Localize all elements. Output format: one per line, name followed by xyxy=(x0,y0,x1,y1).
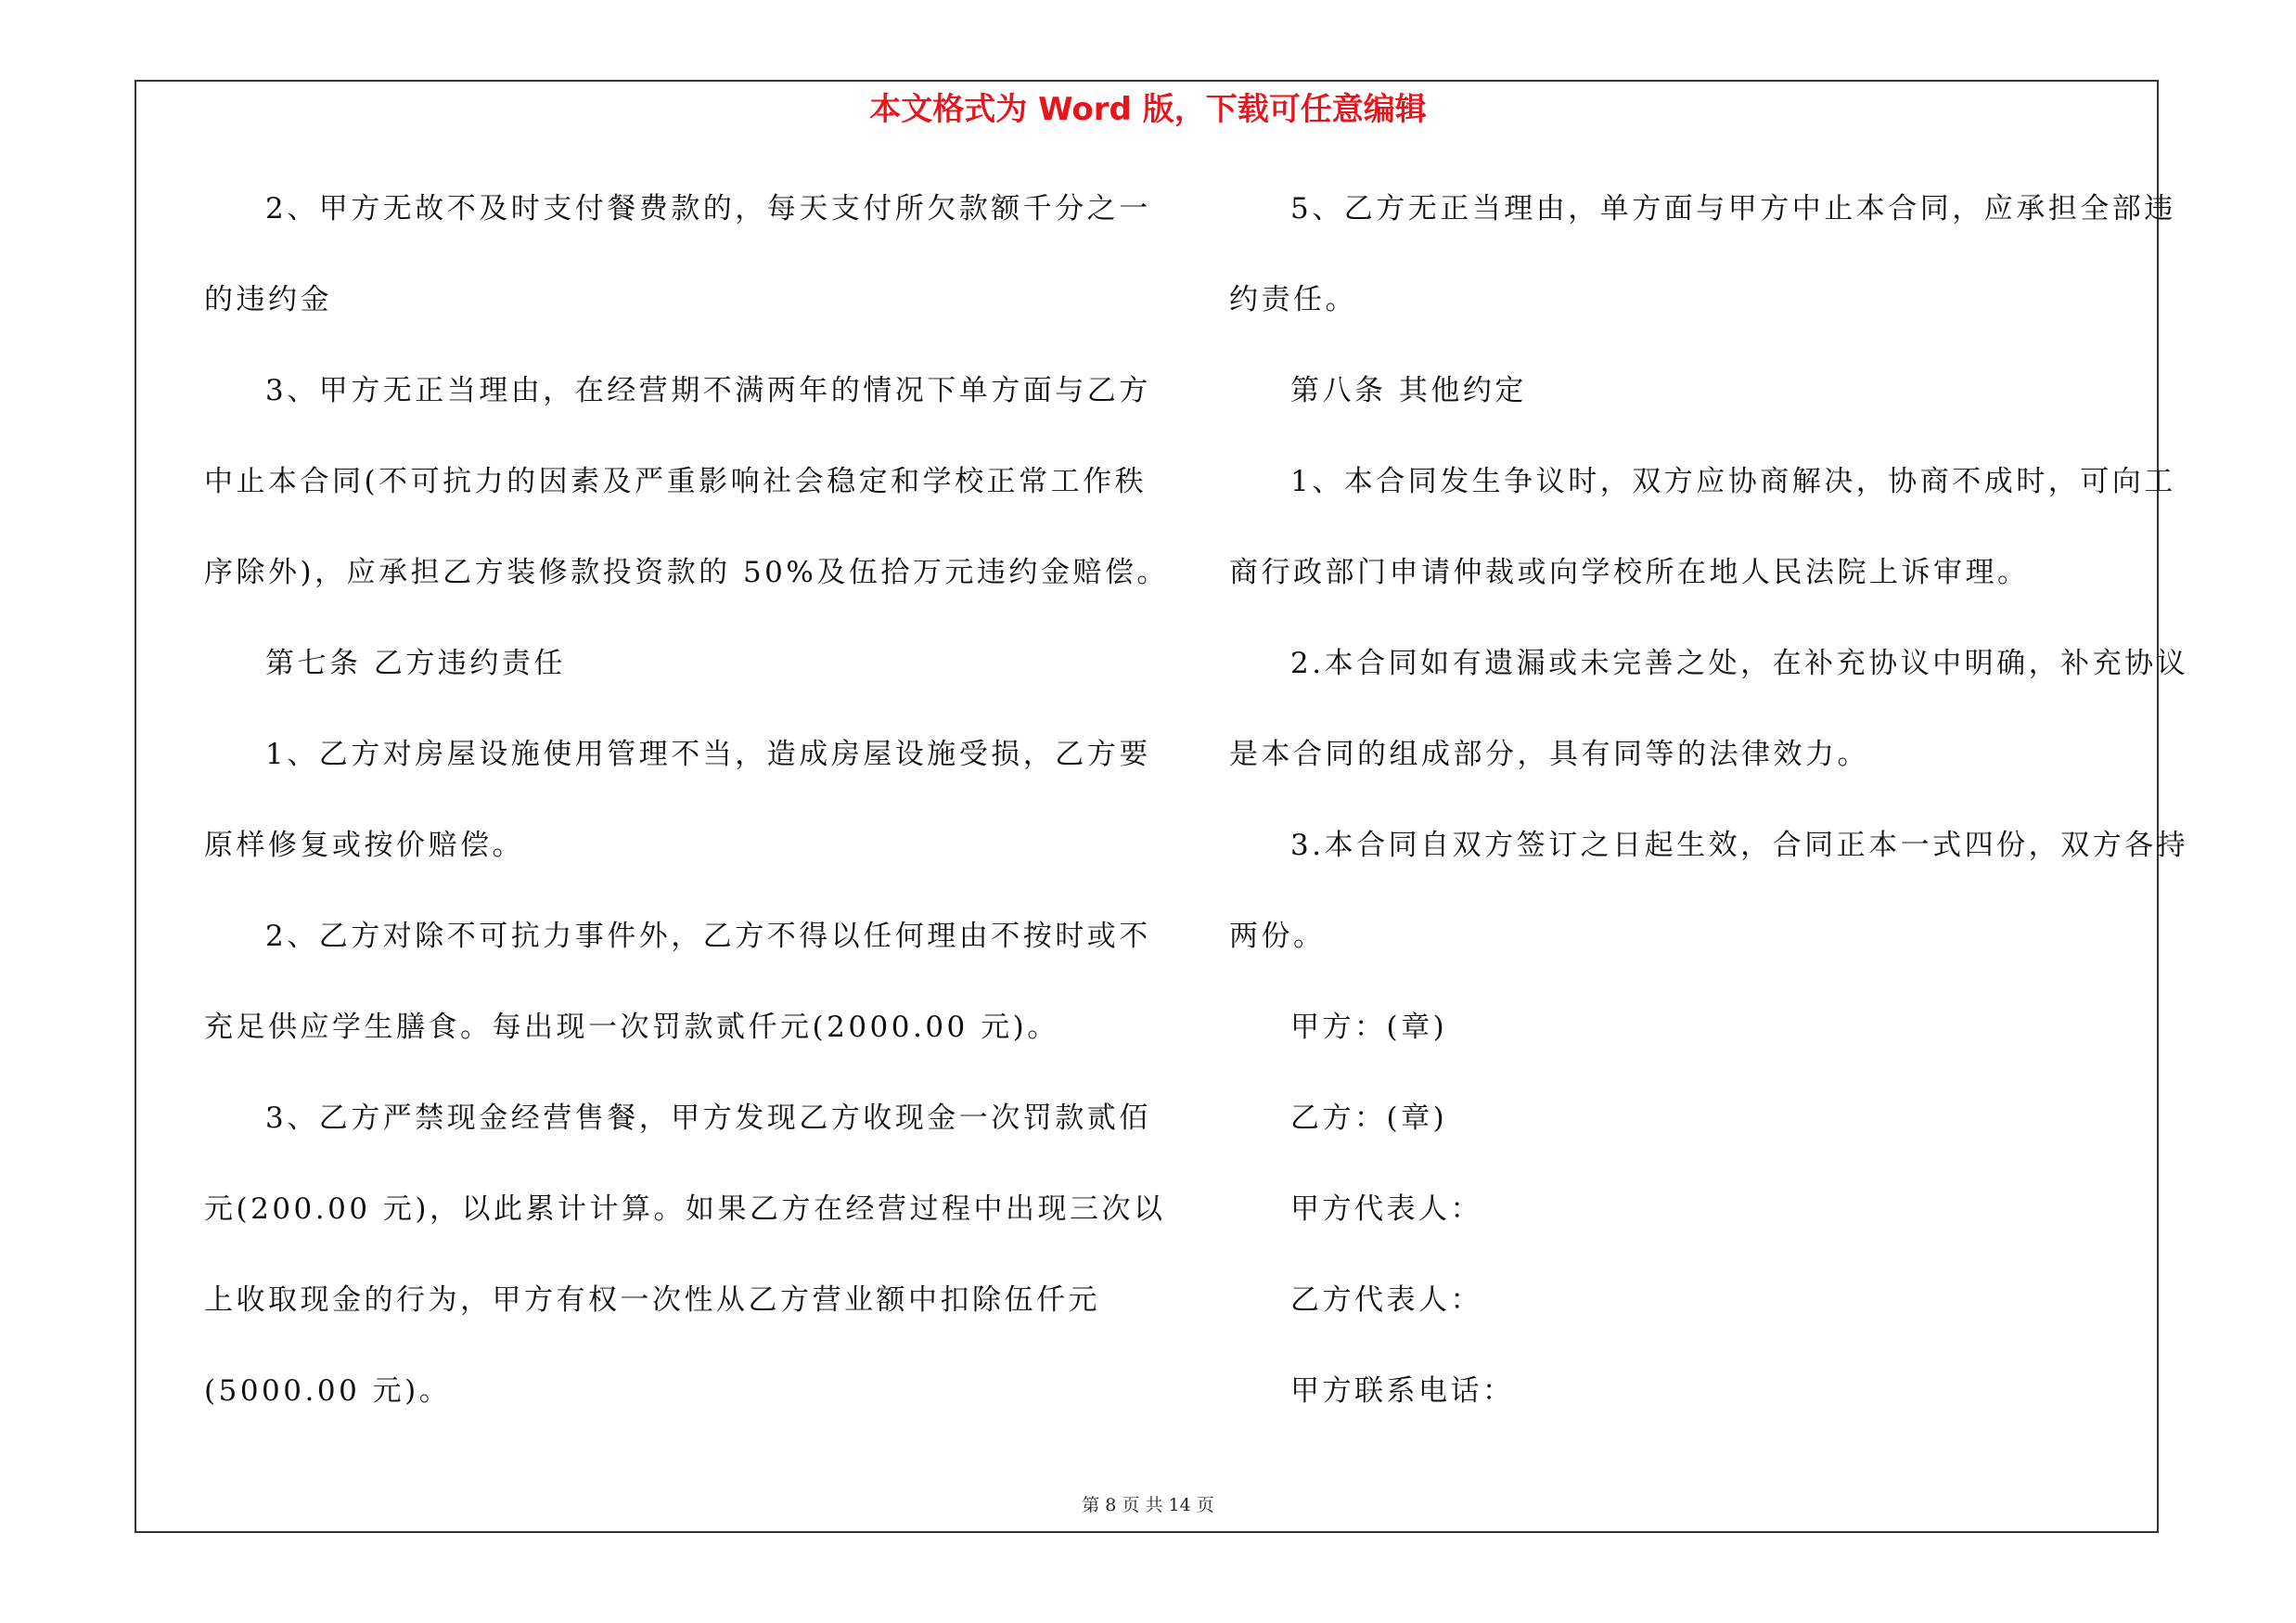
text-line: 序除外)，应承担乙方装修款投资款的 50%及伍拾万元违约金赔偿。 xyxy=(204,556,1169,589)
party-a-seal: 甲方：(章) xyxy=(1290,1011,1448,1044)
text-line: 3、乙方严禁现金经营售餐，甲方发现乙方收现金一次罚款贰佰 xyxy=(265,1101,1151,1135)
party-b-seal: 乙方：(章) xyxy=(1290,1101,1448,1135)
text-line: 中止本合同(不可抗力的因素及严重影响社会稳定和学校正常工作秩 xyxy=(204,465,1148,498)
text-line: 约责任。 xyxy=(1229,283,1357,316)
text-line: 3、甲方无正当理由，在经营期不满两年的情况下单方面与乙方 xyxy=(265,374,1151,407)
text-line: 商行政部门申请仲裁或向学校所在地人民法院上诉审理。 xyxy=(1229,556,2030,589)
text-line: 两份。 xyxy=(1229,920,1326,953)
party-b-representative: 乙方代表人： xyxy=(1290,1283,1482,1317)
page-number: 第 8 页 共 14 页 xyxy=(1082,1495,1214,1515)
text-line: 2、甲方无故不及时支付餐费款的，每天支付所欠款额千分之一 xyxy=(265,192,1151,225)
party-a-phone: 甲方联系电话： xyxy=(1290,1374,1515,1408)
left-text-column xyxy=(204,179,1169,1452)
text-line: 2、乙方对除不可抗力事件外，乙方不得以任何理由不按时或不 xyxy=(265,920,1151,953)
section-heading: 第七条 乙方违约责任 xyxy=(265,647,566,680)
text-line: 1、乙方对房屋设施使用管理不当，造成房屋设施受损，乙方要 xyxy=(265,738,1151,771)
text-line: 3.本合同自双方签订之日起生效，合同正本一式四份，双方各持 xyxy=(1290,829,2189,862)
text-line: 的违约金 xyxy=(204,283,332,316)
editable-notice-banner: 本文格式为 Word 版，下载可任意编辑 xyxy=(869,91,1427,128)
section-heading: 第八条 其他约定 xyxy=(1290,374,1527,407)
text-line: 1、本合同发生争议时，双方应协商解决，协商不成时，可向工 xyxy=(1290,465,2176,498)
text-line: 是本合同的组成部分，具有同等的法律效力。 xyxy=(1229,738,1869,771)
text-line: 充足供应学生膳食。每出现一次罚款贰仟元(2000.00 元)。 xyxy=(204,1011,1059,1044)
party-a-representative: 甲方代表人： xyxy=(1290,1192,1482,1226)
text-line: 元(200.00 元)，以此累计计算。如果乙方在经营过程中出现三次以 xyxy=(204,1192,1166,1226)
text-line: 上收取现金的行为，甲方有权一次性从乙方营业额中扣除伍仟元 xyxy=(204,1283,1100,1317)
right-text-column xyxy=(1229,179,2189,1452)
text-line: (5000.00 元)。 xyxy=(204,1374,452,1408)
text-line: 原样修复或按价赔偿。 xyxy=(204,829,524,862)
text-line: 5、乙方无正当理由，单方面与甲方中止本合同，应承担全部违 xyxy=(1290,192,2176,225)
text-line: 2.本合同如有遗漏或未完善之处，在补充协议中明确，补充协议 xyxy=(1290,647,2189,680)
